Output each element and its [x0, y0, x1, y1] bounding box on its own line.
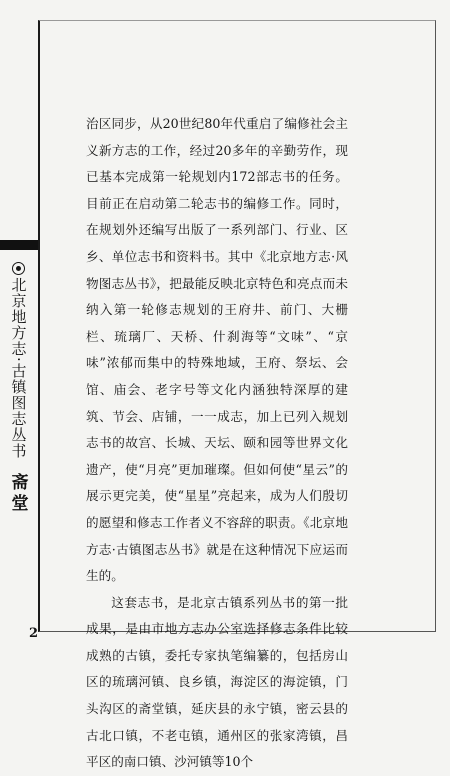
sidebar [6, 262, 30, 515]
series-title: 北京地方志·古镇图志丛书 [9, 277, 28, 459]
body-text [86, 111, 348, 776]
paragraph: 这套志书，是北京古镇系列丛书的第一批成果，是由市地方志办公室选择修志条件比较成熟的古镇，委托专家执笔编纂的，包括房山区的琉璃河镇、良乡镇，海淀区的海淀镇，门头沟区的斋堂镇，延庆县的永宁镇，密云县的古北口镇，不老屯镇，通州区的张家湾镇，昌平区的南口镇、沙河镇等10个 [86, 594, 348, 770]
volume-title: 斋堂 [7, 472, 28, 515]
series-emblem-icon [12, 262, 25, 275]
spine-bar [0, 240, 38, 250]
page-number: 2 [29, 626, 39, 641]
paragraph: 治区同步，从20世纪80年代重启了编修社会主义新方志的工作，经过20多年的辛勤劳作，现已基本完成第一轮规划内172部志书的任务。目前正在启动第二轮志书的编修工作。同时，在规划外还编写出版了一系列部门、行业、区乡、单位志书和资料书。其中《北京地方志·风物图志丛书》，把最能反映北京特色和亮点而未纳入第一轮修志规划的王府井、前门、大栅栏、琉璃厂、天桥、什刹海等“文味”、“京味”浓郁而集中的特殊地域，王府、祭坛、会馆、庙会、老字号等文化内涵独特深厚的建筑、节会、店铺，一一成志，加上已列入规划志书的故宫、长城、天坛、颐和园等世界文化遗产，使“月亮”更加璀璨。但如何使“星云”的展示更完美，使“星星”亮起来，成为人们殷切的愿望和修志工作者义不容辞的职责。《北京地方志·古镇图志丛书》就是在这种情况下应运而生的。 [86, 116, 348, 584]
